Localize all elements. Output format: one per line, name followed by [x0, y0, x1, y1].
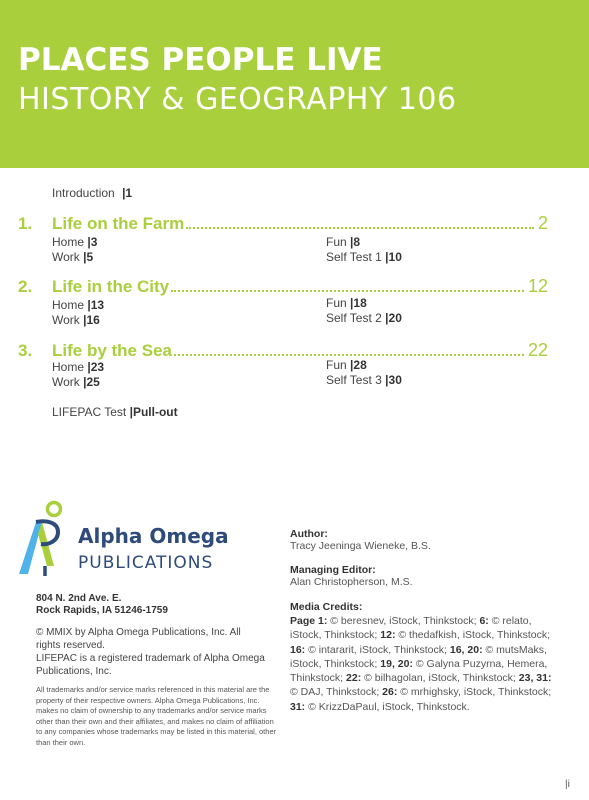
title-banner [0, 0, 589, 168]
toc-unit-3[interactable] [18, 337, 548, 361]
page-number: |i [565, 779, 570, 790]
unit-title: Life by the Sea [52, 341, 172, 360]
unit-title: Life on the Farm [52, 214, 185, 233]
toc-section[interactable]: Fun |28 [326, 358, 367, 372]
media-credits-list: Page 1: © beresnev, iStock, Thinkstock; 6: © relato, iStock, Thinkstock; 12: © thedafkish, iStock, Thinkstock; 16: © intararit, iStock, Thinkstock; 16, 20: © mutsMaks, iStock, Thinkstock; 19, 20: © Galyna Puzyrna, Hemera, Thinkstock; 22: © bilhagolan, iStock, Thinkstock; 23, 31: © DAJ, Thinkstock; 26: © mrhighsky, iStock, Thinkstock; 31: © KrizzDaPaul, iStock, Thinkstock. [290, 615, 552, 713]
legal-notice: All trademarks and/or service marks referenced in this material are the property of their respective owners. Alpha Omega Publications, Inc. makes no claim of ownership to any trademarks and/or service marks other than their own and their affiliates, and makes no claim of affiliation to any companies whose trademarks may be listed in this material, other than their own. [36, 685, 277, 747]
toc-section[interactable]: Work |25 [52, 375, 100, 389]
toc-section[interactable]: Self Test 3 |30 [326, 373, 402, 387]
author-name: Tracy Jeeninga Wieneke, B.S. [290, 540, 431, 552]
alpha-omega-logo-icon [14, 500, 74, 580]
unit-title: Life in the City [52, 277, 170, 296]
toc-section[interactable]: Work |16 [52, 313, 100, 327]
unit-number: 3. [18, 341, 33, 360]
publisher-sub: PUBLICATIONS [78, 553, 214, 573]
toc-section[interactable]: Self Test 1 |10 [326, 250, 402, 264]
toc-unit-2[interactable] [18, 273, 548, 297]
publisher-name: Alpha Omega [78, 524, 229, 548]
editor-name: Alan Christopherson, M.S. [290, 576, 413, 588]
address-line-1: 804 N. 2nd Ave. E. [36, 593, 122, 604]
dot-leader [171, 290, 524, 292]
toc-introduction[interactable] [52, 186, 132, 200]
book-subtitle: HISTORY & GEOGRAPHY 106 [18, 82, 457, 117]
media-credits-label: Media Credits: [290, 601, 363, 613]
dot-leader [174, 354, 524, 356]
unit-page: 2 [537, 213, 548, 233]
trademark-notice: LIFEPAC is a registered trademark of Alpha Omega Publications, Inc. [36, 653, 265, 677]
toc-lifepac-test[interactable]: LIFEPAC Test |Pull-out [52, 405, 178, 419]
author-label: Author: [290, 528, 328, 540]
toc-section[interactable]: Home |23 [52, 360, 105, 374]
toc-section[interactable]: Self Test 2 |20 [326, 311, 402, 325]
toc-introduction-label: Introduction [52, 186, 115, 200]
dot-leader [186, 227, 534, 229]
toc-section[interactable]: Work |5 [52, 250, 94, 264]
toc-unit-1[interactable] [18, 210, 548, 234]
unit-number: 1. [18, 214, 33, 233]
toc-section[interactable]: Fun |18 [326, 296, 367, 310]
copyright-notice: © MMIX by Alpha Omega Publications, Inc. All rights reserved. [36, 627, 241, 651]
toc-introduction-page: |1 [122, 186, 133, 200]
book-title: PLACES PEOPLE LIVE [18, 42, 383, 78]
unit-page: 22 [527, 340, 548, 360]
toc-section[interactable]: Fun |8 [326, 235, 361, 249]
unit-number: 2. [18, 277, 33, 296]
unit-page: 12 [527, 276, 548, 296]
address-line-2: Rock Rapids, IA 51246-1759 [36, 605, 168, 616]
editor-label: Managing Editor: [290, 564, 376, 576]
toc-section[interactable]: Home |13 [52, 298, 105, 312]
toc-section[interactable]: Home |3 [52, 235, 98, 249]
